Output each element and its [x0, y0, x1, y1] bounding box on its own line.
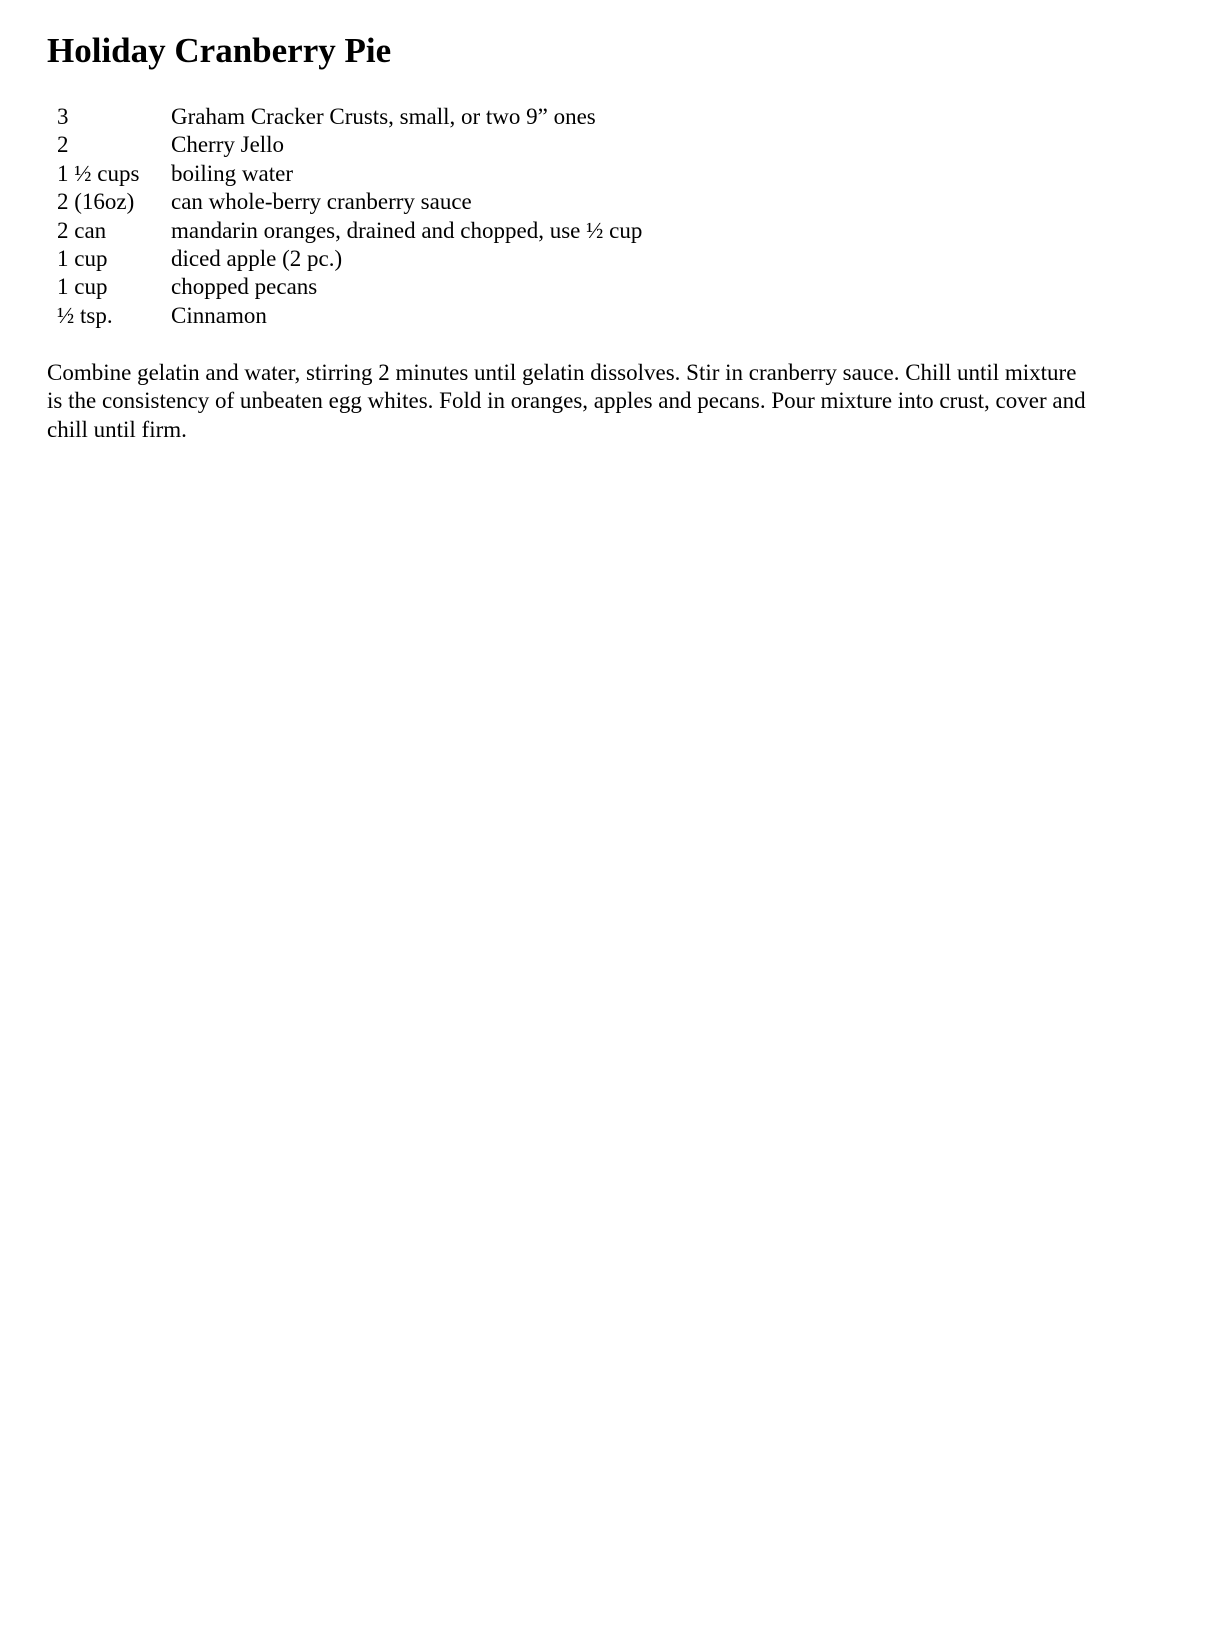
ingredient-quantity: 2 — [57, 132, 69, 158]
ingredient-name: can whole-berry cranberry sauce — [171, 189, 472, 215]
ingredient-row — [57, 273, 642, 301]
ingredient-quantity: 1 cup — [57, 274, 108, 300]
ingredient-name: Cinnamon — [171, 302, 267, 328]
ingredient-name: Cherry Jello — [171, 132, 285, 158]
ingredient-row — [57, 160, 642, 188]
ingredient-row — [57, 131, 642, 159]
ingredient-row — [57, 245, 642, 273]
ingredient-row — [57, 217, 642, 245]
ingredient-quantity: 2 (16oz) — [57, 189, 135, 215]
ingredient-name: Graham Cracker Crusts, small, or two 9” ones — [171, 104, 596, 129]
ingredient-quantity: ½ tsp. — [57, 302, 113, 328]
ingredient-name: boiling water — [171, 160, 293, 186]
ingredient-name: chopped pecans — [171, 274, 318, 300]
ingredient-quantity: 1 cup — [57, 245, 108, 271]
ingredient-quantity: 2 can — [57, 217, 107, 243]
recipe-title: Holiday Cranberry Pie — [47, 31, 392, 70]
ingredient-quantity: 3 — [57, 104, 69, 129]
ingredient-name: diced apple (2 pc.) — [171, 245, 343, 271]
ingredient-row — [57, 103, 642, 131]
ingredient-quantity: 1 ½ cups — [57, 160, 140, 186]
ingredient-list — [57, 103, 642, 330]
recipe-directions: Combine gelatin and water, stirring 2 minutes until gelatin dissolves. Stir in cranberry sauce. Chill until mixture is the consistency of unbeaten egg whites. Fold in oranges, apples and pecans. Pour mixture into crust, cover and chill until firm. — [47, 360, 1086, 442]
ingredient-row — [57, 302, 642, 330]
ingredient-row — [57, 188, 642, 216]
ingredient-name: mandarin oranges, drained and chopped, use ½ cup — [171, 217, 643, 243]
